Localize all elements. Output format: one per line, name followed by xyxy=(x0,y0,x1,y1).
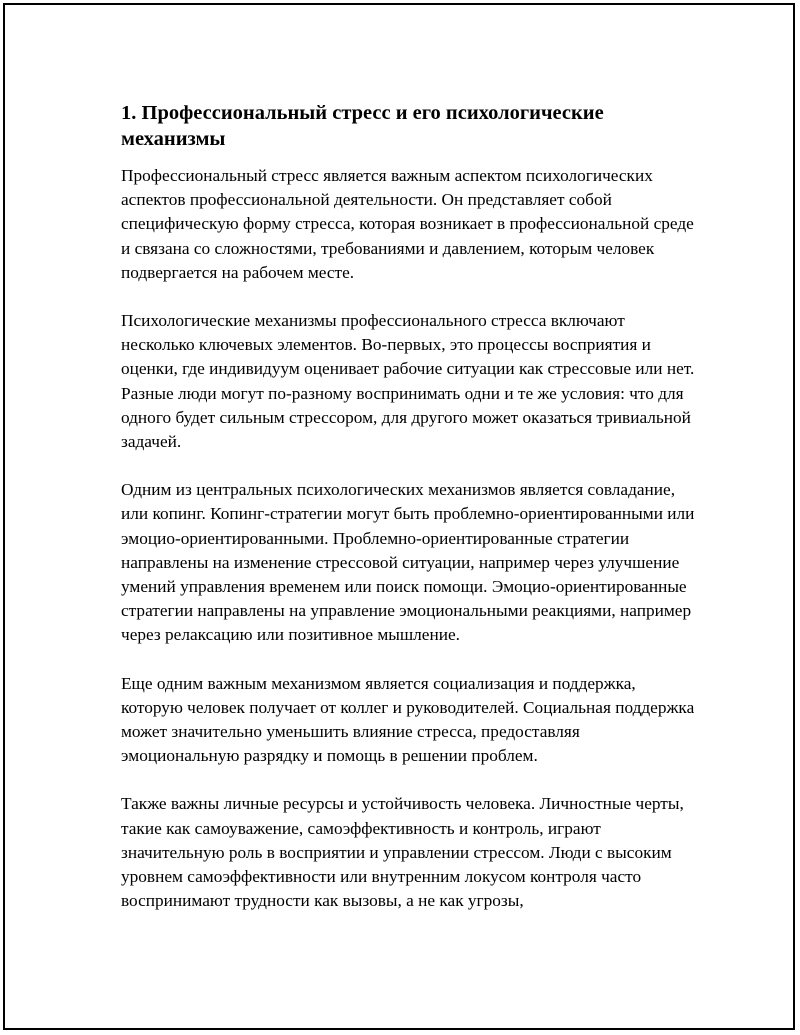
paragraph-1: Профессиональный стресс является важным аспектом психологических аспектов профессиональной деятельности. Он представляет собой специфическую форму стресса, которая возникает в профессиональной среде и связана со сложностями, требованиями и давлением, которым человек подвергается на рабочем месте. xyxy=(121,166,694,282)
page-frame xyxy=(3,3,795,1030)
document-body xyxy=(121,100,701,937)
paragraph-4: Еще одним важным механизмом является социализация и поддержка, которую человек получает от коллег и руководителей. Социальная поддержка может значительно уменьшить влияние стресса, предоставляя эмоциональную разрядку и помощь в решении проблем. xyxy=(121,673,695,766)
paragraph-5: Также важны личные ресурсы и устойчивость человека. Личностные черты, такие как самоуважение, самоэффективность и контроль, играют значительную роль в восприятии и управлении стрессом. Люди с высоким уровнем самоэффективности или внутренним локусом контроля часто воспринимают трудности как вызовы, а не как угрозы, xyxy=(121,794,684,911)
section-heading: 1. Профессиональный стресс и его психологические механизмы xyxy=(121,102,604,150)
paragraph-3: Одним из центральных психологических механизмов является совладание, или копинг. Копинг-стратегии могут быть проблемно-ориентированными или эмоцио-ориентированными. Проблемно-ориентированные стратегии направлены на изменение стрессовой ситуации, например через улучшение умений управления временем или поиск помощи. Эмоцио-ориентированные стратегии направлены на управление эмоциональными реакциями, например через релаксацию или позитивное мышление. xyxy=(121,480,695,645)
paragraph-2: Психологические механизмы профессионального стресса включают несколько ключевых элементов. Во-первых, это процессы восприятия и оценки, где индивидуум оценивает рабочие ситуации как стрессовые или нет. Разные люди могут по-разному воспринимать одни и те же условия: что для одного будет сильным стрессором, для другого может оказаться тривиальной задачей. xyxy=(121,311,695,452)
